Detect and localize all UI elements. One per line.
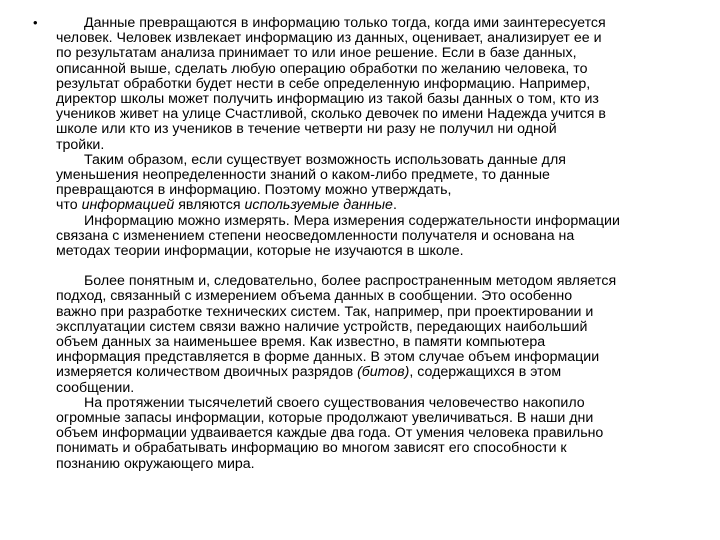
text-body	[56, 16, 696, 472]
text-fragment: измеряется количеством двоичных разрядов	[56, 364, 358, 381]
text-line: Таким образом, если существует возможность использовать данные для	[84, 151, 566, 168]
paragraph-5	[56, 396, 696, 472]
text-line: превращаются в информацию. Поэтому можно утверждать,	[56, 182, 452, 199]
bullet-marker: •	[33, 15, 38, 30]
text-fragment: что	[56, 197, 82, 214]
text-line-definition	[56, 198, 696, 213]
emphasis-used-data: используемые данные	[244, 197, 393, 214]
text-line: человек. Человек извлекает информацию из данных, оценивает, анализирует ее и	[56, 30, 602, 47]
text-line: результат обработки будет нести в себе определенную информацию. Например,	[56, 75, 591, 92]
text-line: школе или кто из учеников в течение четверти ни разу не получил ни одной	[56, 121, 557, 138]
text-line: подход, связанный с измерением объема данных в сообщении. Это особенно	[56, 288, 573, 305]
text-line: эксплуатации систем связи важно наличие устройств, передающих наибольший	[56, 318, 588, 335]
emphasis-information: информацией	[81, 197, 175, 214]
text-line: огромные запасы информации, которые продолжают увеличиваться. В наши дни	[56, 410, 594, 427]
emphasis-bits: (битов)	[357, 364, 410, 381]
text-line: Информацию можно измерять. Мера измерения содержательности информации	[84, 212, 620, 229]
paragraph-4	[56, 274, 696, 396]
paragraph-2	[56, 153, 696, 214]
paragraph-3	[56, 214, 696, 260]
text-line: Данные превращаются в информацию только тогда, когда ими заинтересуется	[84, 15, 606, 31]
text-fragment: являются	[174, 197, 245, 214]
text-line: методах теории информации, которые не изучаются в школе.	[56, 243, 464, 260]
text-line: познанию окружающего мира.	[56, 455, 255, 472]
paragraph-gap	[56, 259, 696, 274]
text-line: понимать и обрабатывать информацию во многом зависят его способности к	[56, 440, 567, 457]
text-line: объем данных за наименьшее время. Как известно, в памяти компьютера	[56, 334, 546, 351]
text-line: сообщении.	[56, 379, 135, 396]
text-line: уменьшения неопределенности знаний о каком-либо предмете, то данные	[56, 167, 550, 184]
text-line: тройки.	[56, 136, 105, 153]
text-line-bits	[56, 365, 696, 380]
text-line: важно при разработке технических систем. Так, например, при проектировании и	[56, 303, 594, 320]
text-fragment: , содержащихся в этом	[409, 364, 562, 381]
text-line: информация представляется в форме данных. В этом случае объем информации	[56, 349, 600, 366]
text-line: связана с изменением степени неосведомленности получателя и основана на	[56, 227, 575, 244]
text-line: по результатам анализа принимает то или иное решение. Если в базе данных,	[56, 45, 577, 62]
text-line: объем информации удваивается каждые два года. От умения человека правильно	[56, 425, 604, 442]
text-line: директор школы может получить информацию из такой базы данных о том, кто из	[56, 91, 599, 108]
text-fragment: .	[392, 197, 397, 214]
text-line: описанной выше, сделать любую операцию обработки по желанию человека, то	[56, 60, 588, 77]
text-line: На протяжении тысячелетий своего существования человечество накопило	[84, 394, 585, 411]
text-line: учеников живет на улице Счастливой, сколько девочек по имени Надежда учится в	[56, 106, 606, 123]
text-line: Более понятным и, следовательно, более распространенным методом является	[84, 273, 617, 290]
paragraph-1	[56, 16, 696, 153]
